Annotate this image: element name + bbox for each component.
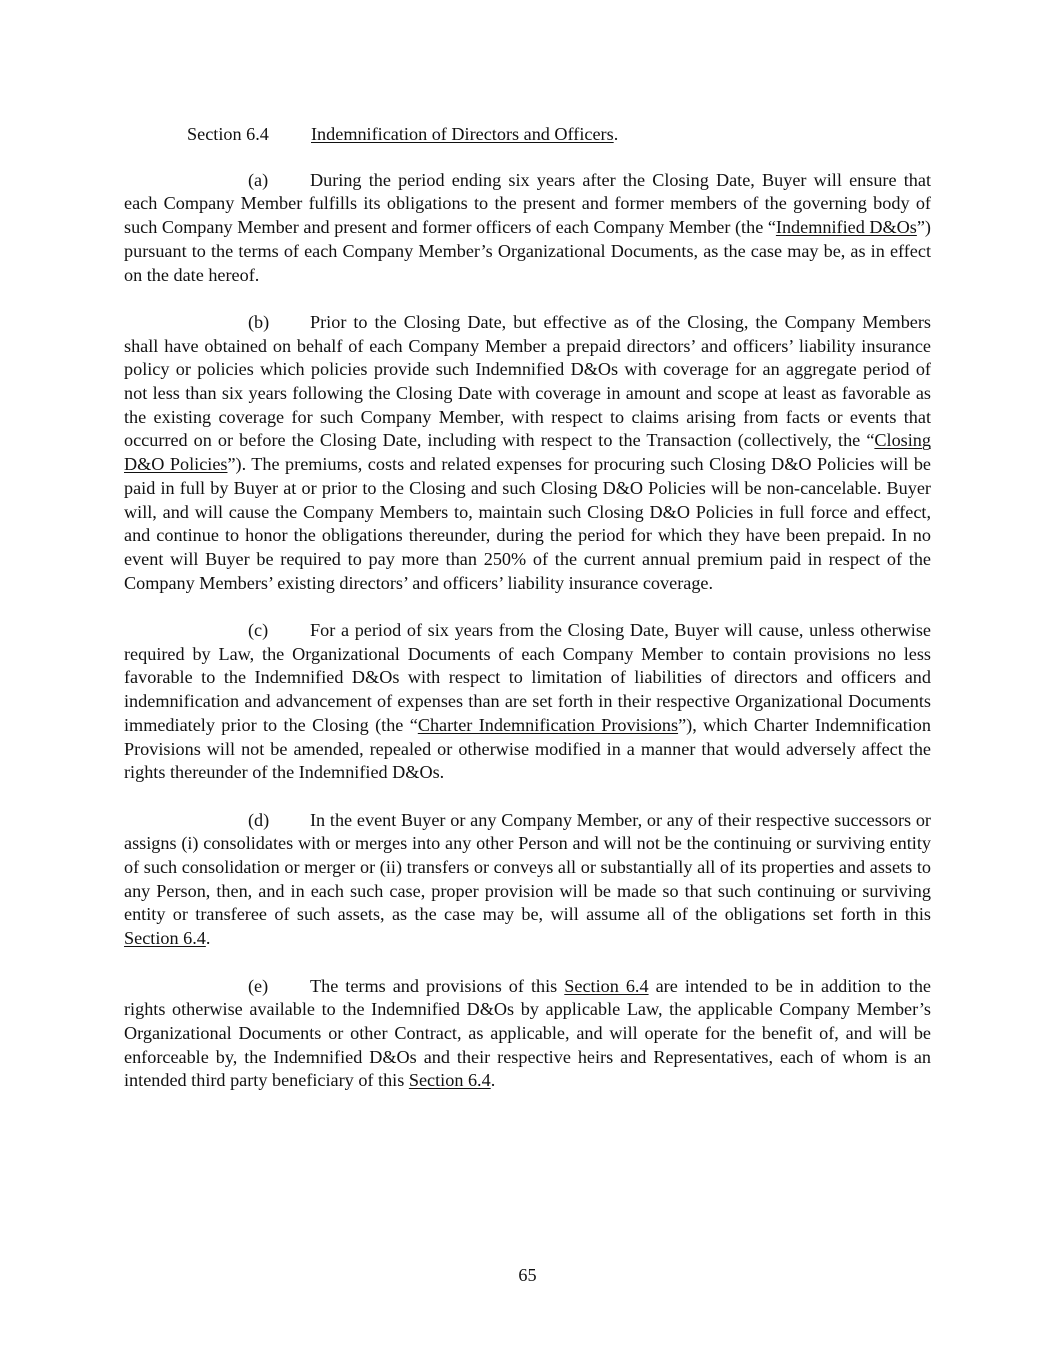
page-number: 65	[518, 1265, 537, 1285]
section-reference: Section 6.4	[124, 928, 206, 949]
section-heading	[124, 123, 931, 147]
paragraph-text: ”) pursuant to the terms of each Company Member’s Organizational Documents, as the case may be, as in effect on the date hereof.	[124, 217, 931, 285]
paragraph-text: are intended to be in addition to the rights otherwise available to the Indemnified D&Os by applicable Law, the applicable Company Member’s Organizational Documents or other Contract, as applicable, and will operate for the benefit of, and will be enforceable by, the Indemnified D&Os and their respective heirs and Representatives, each of whom is an intended third party beneficiary of this	[124, 975, 931, 1091]
paragraph-label: (e)	[248, 975, 269, 996]
paragraph-text: For a period of six years from the Closing Date, Buyer will cause, unless otherwise required by Law, the Organizational Documents of each Company Member to contain provisions no less favorable to the Indemnified D&Os with respect to limitation of liabilities of directors and officers and indemnification and advancement of expenses than are set forth in their respective Organizational Documents immediately prior to the Closing (the “	[124, 620, 931, 735]
paragraph-text: ”). The premiums, costs and related expenses for procuring such Closing D&O Policies will be paid in full by Buyer at or prior to the Closing and such Closing D&O Policies will be non-cancelable. Buyer will, and will cause the Company Members to, maintain such Closing D&O Policies in full force and effect, and continue to honor the obligations thereunder, during the period for which they have been prepaid. In no event will Buyer be required to pay more than 250% of the current annual premium paid in respect of the Company Members’ existing directors’ and officers’ liability insurance coverage.	[124, 454, 931, 593]
paragraph-d	[124, 809, 931, 951]
paragraph-label: (c)	[248, 620, 269, 641]
paragraph-label: (a)	[248, 169, 269, 190]
paragraph-text: Prior to the Closing Date, but effective as of the Closing, the Company Members shall have obtained on behalf of each Company Member a prepaid directors’ and officers’ liability insurance policy or policies which policies provide such Indemnified D&Os with coverage for an aggregate period of not less than six years following the Closing Date with coverage in amount and scope at least as favorable as the existing coverage for such Company Member, with respect to claims arising from facts or events that occurred on or before the Closing Date, including with respect to the Transaction (collectively, the “	[124, 311, 931, 451]
defined-term: Charter Indemnification Provisions	[417, 714, 679, 735]
section-number: Section 6.4	[187, 124, 269, 144]
defined-term: Indemnified D&Os	[775, 217, 917, 238]
defined-term: Closing D&O Policies	[124, 430, 931, 475]
paragraph-text: .	[490, 1070, 496, 1091]
paragraph-text: During the period ending six years after the Closing Date, Buyer will ensure that each Company Member fulfills its obligations to the present and former members of the governing body of such Company Member and present and former officers of each Company Member (the “	[124, 169, 931, 238]
paragraph-a	[124, 169, 931, 288]
section-title-period: .	[613, 124, 619, 144]
paragraph-b	[124, 311, 931, 595]
paragraph-text: The terms and provisions of this	[310, 975, 565, 996]
paragraph-text: ”), which Charter Indemnification Provisions will not be amended, repealed or otherwise modified in a manner that would adversely affect the rights thereunder of the Indemnified D&Os.	[124, 714, 931, 783]
paragraph-c	[124, 619, 931, 785]
section-reference: Section 6.4	[408, 1070, 491, 1091]
paragraph-label: (d)	[248, 809, 270, 830]
document-page	[124, 123, 931, 1117]
paragraph-text: In the event Buyer or any Company Member, or any of their respective successors or assigns (i) consolidates with or merges into any other Person and will not be the continuing or surviving entity of such consolidation or merger or (ii) transfers or conveys all or substantially all of its properties and assets to any Person, then, and in each such case, proper provision will be made so that such continuing or surviving entity or transferee of such assets, as the case may be, will assume all of the obligations set forth in this	[124, 809, 931, 925]
section-title: Indemnification of Directors and Officers	[311, 124, 614, 144]
section-reference: Section 6.4	[564, 975, 649, 996]
paragraph-label: (b)	[248, 311, 270, 332]
paragraph-text: .	[205, 928, 211, 949]
paragraph-e	[124, 975, 931, 1094]
